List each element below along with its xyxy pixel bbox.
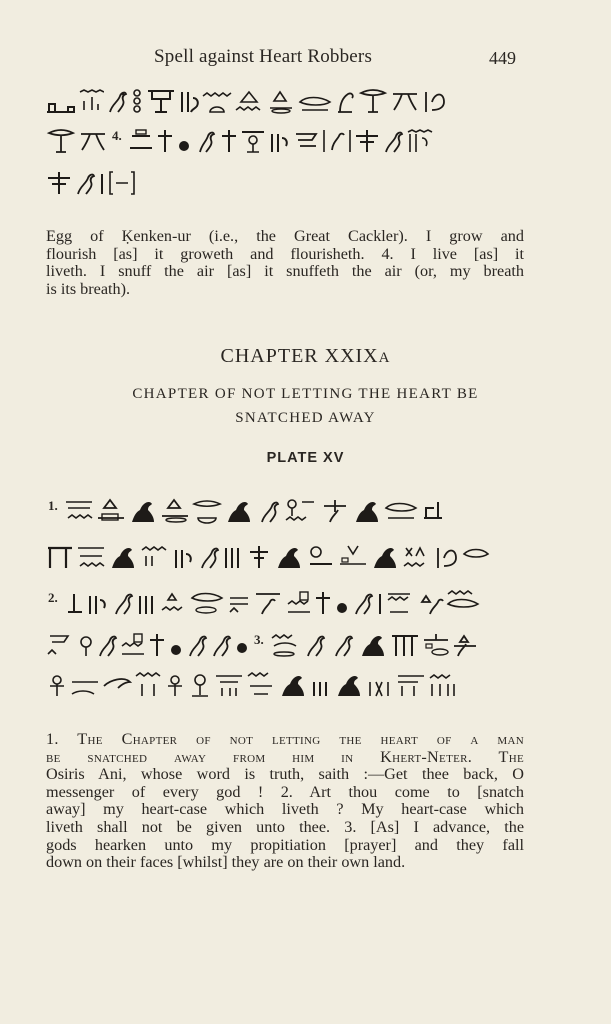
hieroglyph-glyph [46, 86, 76, 114]
text-line: Osiris Ani, whose word is truth, saith :—Get thee back, O [46, 765, 524, 784]
text-line: flourish [as] it groweth and flourisheth. 4. I live [as] it [46, 244, 524, 263]
hieroglyph-glyph [102, 670, 132, 698]
hieroglyph-glyph [386, 588, 412, 616]
hieroglyph-glyph [428, 670, 458, 698]
plate-label: PLATE XV [266, 450, 345, 466]
hieroglyph-line [46, 494, 526, 524]
hieroglyph-glyph [140, 542, 170, 570]
hieroglyph-glyph [160, 588, 188, 616]
text-line: is its breath). [46, 279, 131, 298]
hieroglyph-glyph [74, 168, 96, 196]
hieroglyph-glyph [214, 670, 244, 698]
hieroglyph-glyph [78, 86, 104, 114]
hieroglyph-line [46, 668, 526, 698]
hieroglyph-glyph [106, 86, 128, 114]
hieroglyph-glyph [172, 542, 196, 570]
hieroglyph-line [46, 166, 526, 196]
hieroglyph-glyph [314, 588, 332, 616]
chapter-title [0, 345, 611, 368]
hieroglyph-glyph [270, 630, 300, 658]
hieroglyph-glyph [310, 670, 332, 698]
hieroglyph-glyph [302, 630, 328, 658]
hieroglyph-glyph [462, 542, 490, 570]
hieroglyph-glyph [422, 86, 448, 114]
hieroglyph-glyph [202, 86, 232, 114]
hieroglyph-glyph [246, 670, 276, 698]
hieroglyph-glyph [198, 542, 220, 570]
hieroglyph-line [46, 586, 526, 616]
lower-paragraph [46, 731, 524, 872]
hieroglyph-glyph [130, 86, 144, 114]
hieroglyph-glyph [46, 168, 72, 196]
text-line: down on their faces [whilst] they are on their own land. [46, 853, 406, 872]
hieroglyph-glyph [128, 496, 158, 524]
running-title: Spell against Heart Robbers [154, 46, 373, 67]
hieroglyph-glyph [148, 630, 166, 658]
hieroglyph-glyph [396, 670, 426, 698]
hieroglyph-glyph [78, 126, 108, 154]
hieroglyph-glyph [366, 670, 394, 698]
hieroglyph-glyph [330, 630, 356, 658]
text-line: Egg of Ḳenken-ur (i.e., the Great Cackler). I grow and [46, 227, 524, 245]
hieroglyph-glyph [176, 126, 192, 154]
hieroglyph-glyph [334, 670, 364, 698]
hieroglyph-glyph [266, 86, 296, 114]
hieroglyph-glyph [108, 168, 136, 196]
hieroglyph-glyph [268, 126, 292, 154]
hieroglyph-glyph [422, 630, 450, 658]
hieroglyph-glyph [164, 670, 186, 698]
hieroglyph-glyph [298, 86, 332, 114]
hieroglyph-glyph [226, 588, 252, 616]
hieroglyph-glyph [96, 496, 126, 524]
text-line: liveth shall not be given unto thee. 3. [As] I advance, the [46, 817, 524, 836]
hieroglyph-glyph [354, 126, 380, 154]
hieroglyph-glyph [338, 542, 368, 570]
hieroglyph-glyph [190, 588, 224, 616]
hieroglyph-glyph [294, 126, 320, 154]
hieroglyph-glyph [246, 542, 272, 570]
hieroglyph-glyph [46, 542, 74, 570]
hieroglyph-glyph [278, 670, 308, 698]
upper-paragraph [46, 228, 524, 298]
hieroglyph-glyph [334, 588, 350, 616]
hieroglyph-glyph [358, 630, 388, 658]
hieroglyph-glyph [108, 542, 138, 570]
hieroglyph-glyph [234, 630, 250, 658]
hieroglyph-glyph [406, 126, 436, 154]
hieroglyph-glyph [120, 630, 146, 658]
hieroglyph-glyph [64, 496, 94, 524]
text-line: 1. The Chapter of not letting the heart of a man [46, 730, 524, 748]
text-line: be snatched away from him in Khert-Neter. The [46, 747, 524, 766]
hieroglyph-glyph [390, 630, 420, 658]
line-number: 3. [254, 632, 264, 647]
hieroglyph-glyph [446, 588, 480, 616]
hieroglyph-glyph [46, 126, 76, 154]
hieroglyph-glyph [256, 496, 282, 524]
hieroglyph-glyph [136, 588, 158, 616]
hieroglyph-glyph [420, 496, 446, 524]
hieroglyph-glyph [46, 630, 76, 658]
hieroglyph-glyph [434, 542, 460, 570]
hieroglyph-glyph [128, 126, 154, 154]
hieroglyph-glyph [240, 126, 266, 154]
line-number: 4. [112, 128, 122, 143]
hieroglyph-glyph [358, 86, 388, 114]
text-line: away] my heart-case which liveth ? My heart-case which [46, 800, 524, 819]
hieroglyph-glyph [64, 588, 84, 616]
hieroglyph-glyph [382, 126, 404, 154]
hieroglyph-glyph [274, 542, 304, 570]
line-number: 2. [48, 590, 58, 605]
hieroglyph-glyph [452, 630, 478, 658]
hieroglyph-glyph [402, 542, 432, 570]
hieroglyph-glyph [96, 630, 118, 658]
hieroglyph-glyph [112, 588, 134, 616]
hieroglyph-glyph [46, 670, 68, 698]
hieroglyph-glyph [322, 126, 352, 154]
hieroglyph-glyph [222, 542, 244, 570]
chapter-subtitle-line: CHAPTER OF NOT LETTING THE HEART BE [132, 386, 479, 402]
hieroglyph-glyph [286, 588, 312, 616]
hieroglyph-glyph [224, 496, 254, 524]
hieroglyph-glyph [178, 86, 200, 114]
text-line: gods hearken unto my propitiation [prayer] and they fall [46, 835, 524, 854]
hieroglyph-glyph [320, 496, 350, 524]
hieroglyph-glyph [168, 630, 184, 658]
hieroglyph-glyph [78, 630, 94, 658]
hieroglyph-glyph [160, 496, 190, 524]
hieroglyph-glyph [384, 496, 418, 524]
hieroglyph-glyph [98, 168, 106, 196]
chapter-subtitle-line: SNATCHED AWAY [235, 410, 376, 426]
hieroglyph-glyph [414, 588, 444, 616]
hieroglyph-glyph [390, 86, 420, 114]
hieroglyph-glyph [370, 542, 400, 570]
hieroglyph-glyph [156, 126, 174, 154]
hieroglyph-glyph [220, 126, 238, 154]
hieroglyph-glyph [76, 542, 106, 570]
text-line: messenger of every god ! 2. Art thou come to [snatch [46, 782, 524, 801]
hieroglyph-glyph [234, 86, 264, 114]
hieroglyph-glyph [210, 630, 232, 658]
text-line: liveth. I snuff the air [as] it snuffeth the air (or, my breath [46, 262, 524, 281]
hieroglyph-glyph [70, 670, 100, 698]
hieroglyph-glyph [376, 588, 384, 616]
hieroglyph-line [46, 628, 526, 658]
page-number: 449 [489, 48, 516, 68]
hieroglyph-glyph [284, 496, 318, 524]
hieroglyph-glyph [186, 630, 208, 658]
hieroglyph-line [46, 84, 526, 114]
running-head [0, 46, 611, 72]
hieroglyph-glyph [194, 126, 218, 154]
chapter-title-suffix: A [378, 350, 391, 366]
line-number: 1. [48, 498, 58, 513]
hieroglyph-glyph [192, 496, 222, 524]
hieroglyph-glyph [134, 670, 162, 698]
hieroglyph-glyph [306, 542, 336, 570]
hieroglyph-glyph [352, 496, 382, 524]
hieroglyph-glyph [188, 670, 212, 698]
hieroglyph-glyph [146, 86, 176, 114]
hieroglyph-glyph [334, 86, 356, 114]
hieroglyph-glyph [254, 588, 284, 616]
hieroglyph-line [46, 124, 526, 154]
hieroglyph-glyph [86, 588, 110, 616]
hieroglyph-line [46, 540, 526, 570]
hieroglyph-glyph [352, 588, 374, 616]
chapter-title-main: CHAPTER XXIX [220, 345, 379, 367]
